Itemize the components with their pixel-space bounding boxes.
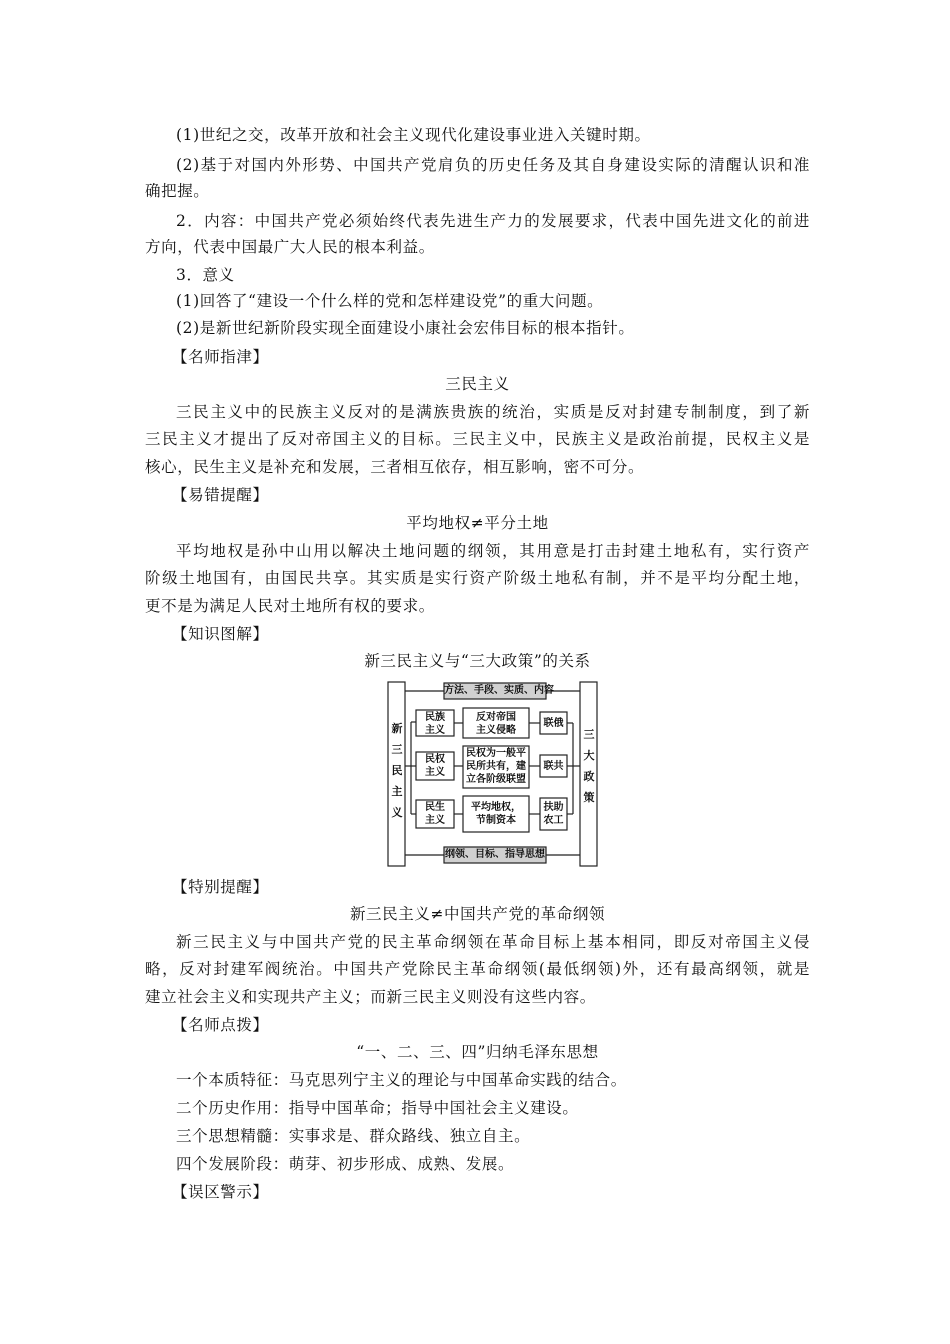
content-box-row3 xyxy=(463,801,529,827)
text-line: (1)回答了“建设一个什么样的党和怎样建设党”的重大问题。 xyxy=(176,292,604,310)
policy-box-fuzhu xyxy=(540,801,567,827)
principle-text: 民权 xyxy=(425,754,445,765)
paragraph-line: 三民主义才提出了反对帝国主义的目标。三民主义中，民族主义是政治前提，民权主义是 xyxy=(145,430,810,448)
principle-box-minzu xyxy=(416,711,454,737)
section-label: 【特别提醒】 xyxy=(172,878,269,896)
text-line: 方向，代表中国最广大人民的根本利益。 xyxy=(145,238,435,256)
section-label: 【知识图解】 xyxy=(172,625,269,643)
content-text: 节制资本 xyxy=(476,815,516,826)
policy-text: 联共 xyxy=(543,761,564,772)
content-text: 平均地权， xyxy=(471,802,521,813)
principle-box-minquan xyxy=(416,753,454,779)
text-line: (2)基于对国内外形势、中国共产党肩负的历史任务及其自身建设实际的清醒认识和准 xyxy=(176,156,810,174)
left-col-char: 三 xyxy=(391,743,403,756)
left-col-char: 民 xyxy=(391,764,403,777)
text-line: (2)是新世纪新阶段实现全面建设小康社会宏伟目标的根本指针。 xyxy=(176,319,635,337)
policy-text: 联俄 xyxy=(543,718,564,729)
left-col-char: 义 xyxy=(391,806,403,819)
principle-text: 主义 xyxy=(425,767,445,778)
content-text: 民所共有，建 xyxy=(466,761,526,772)
paragraph-line: 更不是为满足人民对土地所有权的要求。 xyxy=(145,597,435,615)
policy-text: 扶助 xyxy=(543,802,564,813)
paragraph-line: 略，反对封建军阀统治。中国共产党除民主革命纲领(最低纲领)外，还有最高纲领，就是 xyxy=(145,960,810,978)
paragraph-line: 核心，民生主义是补充和发展，三者相互依存，相互影响，密不可分。 xyxy=(145,458,645,476)
text-line: (1)世纪之交，改革开放和社会主义现代化建设事业进入关键时期。 xyxy=(176,126,651,144)
policy-text: 农工 xyxy=(543,815,564,826)
paragraph-line: 平均地权是孙中山用以解决土地问题的纲领，其用意是打击封建土地私有，实行资产 xyxy=(176,542,810,560)
section-title: 新三民主义≠中国共产党的革命纲领 xyxy=(349,905,606,923)
text-line: 3．意义 xyxy=(176,266,235,284)
paragraph-line: 四个发展阶段：萌芽、初步形成、成熟、发展。 xyxy=(176,1155,515,1173)
paragraph-line: 阶级土地国有，由国民共享。其实质是实行资产阶级土地私有制，并不是平均分配土地， xyxy=(145,569,810,587)
paragraph-line: 三个思想精髓：实事求是、群众路线、独立自主。 xyxy=(176,1127,531,1145)
section-label: 【易错提醒】 xyxy=(172,486,269,504)
text-line: 确把握。 xyxy=(145,182,210,200)
diagram-bottom-bar: 纲领、目标、指导思想 xyxy=(445,849,545,860)
right-col-char: 策 xyxy=(583,791,595,804)
paragraph-line: 建立社会主义和实现共产主义；而新三民主义则没有这些内容。 xyxy=(145,988,596,1006)
content-box-row1 xyxy=(463,711,529,737)
section-title: 新三民主义与“三大政策”的关系 xyxy=(364,652,591,670)
paragraph-line: 二个历史作用：指导中国革命；指导中国社会主义建设。 xyxy=(176,1099,579,1117)
paragraph-line: 新三民主义与中国共产党的民主革命纲领在革命目标上基本相同，即反对帝国主义侵 xyxy=(176,933,810,951)
diagram-left-column xyxy=(390,718,404,823)
right-col-char: 三 xyxy=(583,728,595,741)
section-title: 三民主义 xyxy=(445,375,510,393)
content-text: 主义侵略 xyxy=(476,725,516,736)
principle-text: 民族 xyxy=(425,712,445,723)
section-label: 【名师点拨】 xyxy=(172,1016,269,1034)
right-col-char: 政 xyxy=(583,770,595,783)
content-text: 反对帝国 xyxy=(476,712,516,723)
section-label: 【误区警示】 xyxy=(172,1183,269,1201)
diagram-right-column xyxy=(582,724,596,808)
content-box-row2 xyxy=(463,747,529,786)
principle-box-minsheng xyxy=(416,801,454,827)
principle-text: 主义 xyxy=(425,725,445,736)
section-title: “一、二、三、四”归纳毛泽东思想 xyxy=(356,1043,599,1061)
principle-text: 主义 xyxy=(425,815,445,826)
content-text: 民权为一般平 xyxy=(466,748,526,759)
text-line: 2．内容：中国共产党必须始终代表先进生产力的发展要求，代表中国先进文化的前进 xyxy=(176,212,810,230)
policy-box-lianE xyxy=(540,717,567,730)
section-label: 【名师指津】 xyxy=(172,348,269,366)
diagram-top-bar: 方法、手段、实质、内容 xyxy=(444,685,554,696)
principle-text: 民生 xyxy=(425,802,445,813)
paragraph-line: 一个本质特征：马克思列宁主义的理论与中国革命实践的结合。 xyxy=(176,1071,627,1089)
policy-box-liangong xyxy=(540,760,567,773)
paragraph-line: 三民主义中的民族主义反对的是满族贵族的统治，实质是反对封建专制制度，到了新 xyxy=(176,403,810,421)
knowledge-diagram xyxy=(387,680,599,870)
content-text: 立各阶级联盟 xyxy=(466,774,526,785)
left-col-char: 主 xyxy=(391,785,403,798)
right-col-char: 大 xyxy=(583,749,595,762)
section-title: 平均地权≠平分土地 xyxy=(406,514,549,532)
left-col-char: 新 xyxy=(391,722,403,735)
